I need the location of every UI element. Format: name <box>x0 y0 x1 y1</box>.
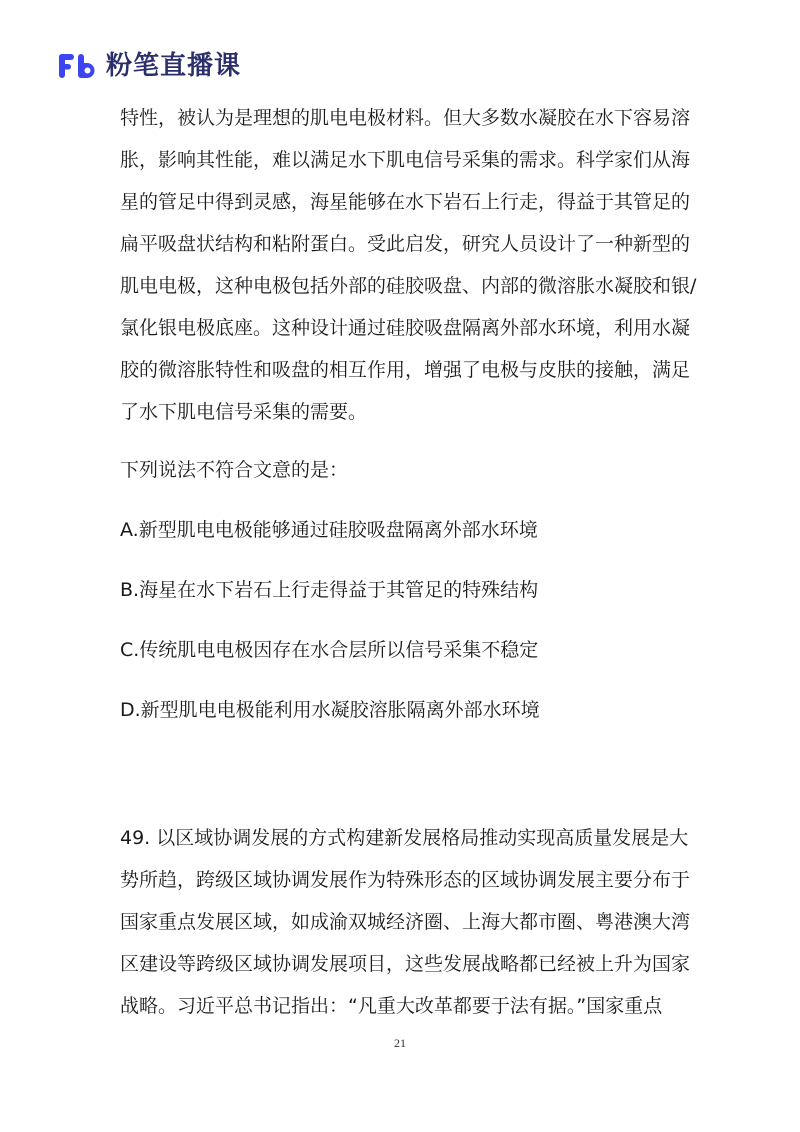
question-prompt: 下列说法不符合文意的是： <box>120 459 349 481</box>
page-number: 21 <box>394 1036 406 1050</box>
question-49 <box>120 817 691 1027</box>
passage-line: 肌电电极，这种电极包括外部的硅胶吸盘、内部的微溶胀水凝胶和银/ <box>120 275 697 297</box>
question-49-line: 势所趋，跨级区域协调发展作为特殊形态的区域协调发展主要分布于 <box>120 869 691 891</box>
option-c: C.传统肌电电极因存在水合层所以信号采集不稳定 <box>120 639 539 661</box>
question-49-line: 战略。习近平总书记指出：“凡重大改革都要于法有据。”国家重点 <box>120 995 663 1017</box>
passage-content <box>120 97 697 731</box>
fenbi-logo-icon <box>58 51 98 81</box>
passage-line: 扁平吸盘状结构和粘附蛋白。受此启发，研究人员设计了一种新型的 <box>120 233 691 255</box>
passage-paragraph <box>120 97 697 433</box>
passage-line: 胀，影响其性能，难以满足水下肌电信号采集的需求。科学家们从海 <box>120 149 691 171</box>
brand-header <box>58 50 241 82</box>
option-d: D.新型肌电电极能利用水凝胶溶胀隔离外部水环境 <box>120 699 540 721</box>
passage-line: 了水下肌电信号采集的需要。 <box>120 401 368 423</box>
question-49-line: 国家重点发展区域，如成渝双城经济圈、上海大都市圈、粤港澳大湾 <box>120 911 691 933</box>
brand-name: 粉笔直播课 <box>106 51 242 81</box>
passage-line: 胶的微溶胀特性和吸盘的相互作用，增强了电极与皮肤的接触，满足 <box>120 359 691 381</box>
answer-options <box>120 509 680 731</box>
passage-line: 特性，被认为是理想的肌电电极材料。但大多数水凝胶在水下容易溶 <box>120 107 691 129</box>
passage-line: 星的管足中得到灵感，海星能够在水下岩石上行走，得益于其管足的 <box>120 191 691 213</box>
question-49-line: 区建设等跨级区域协调发展项目，这些发展战略都已经被上升为国家 <box>120 953 691 975</box>
passage-line: 氯化银电极底座。这种设计通过硅胶吸盘隔离外部水环境，利用水凝 <box>120 317 691 339</box>
option-a: A.新型肌电电极能够通过硅胶吸盘隔离外部水环境 <box>120 519 538 541</box>
option-b: B.海星在水下岩石上行走得益于其管足的特殊结构 <box>120 579 539 601</box>
question-block <box>120 449 680 731</box>
question-49-line: 49. 以区域协调发展的方式构建新发展格局推动实现高质量发展是大 <box>120 827 689 849</box>
